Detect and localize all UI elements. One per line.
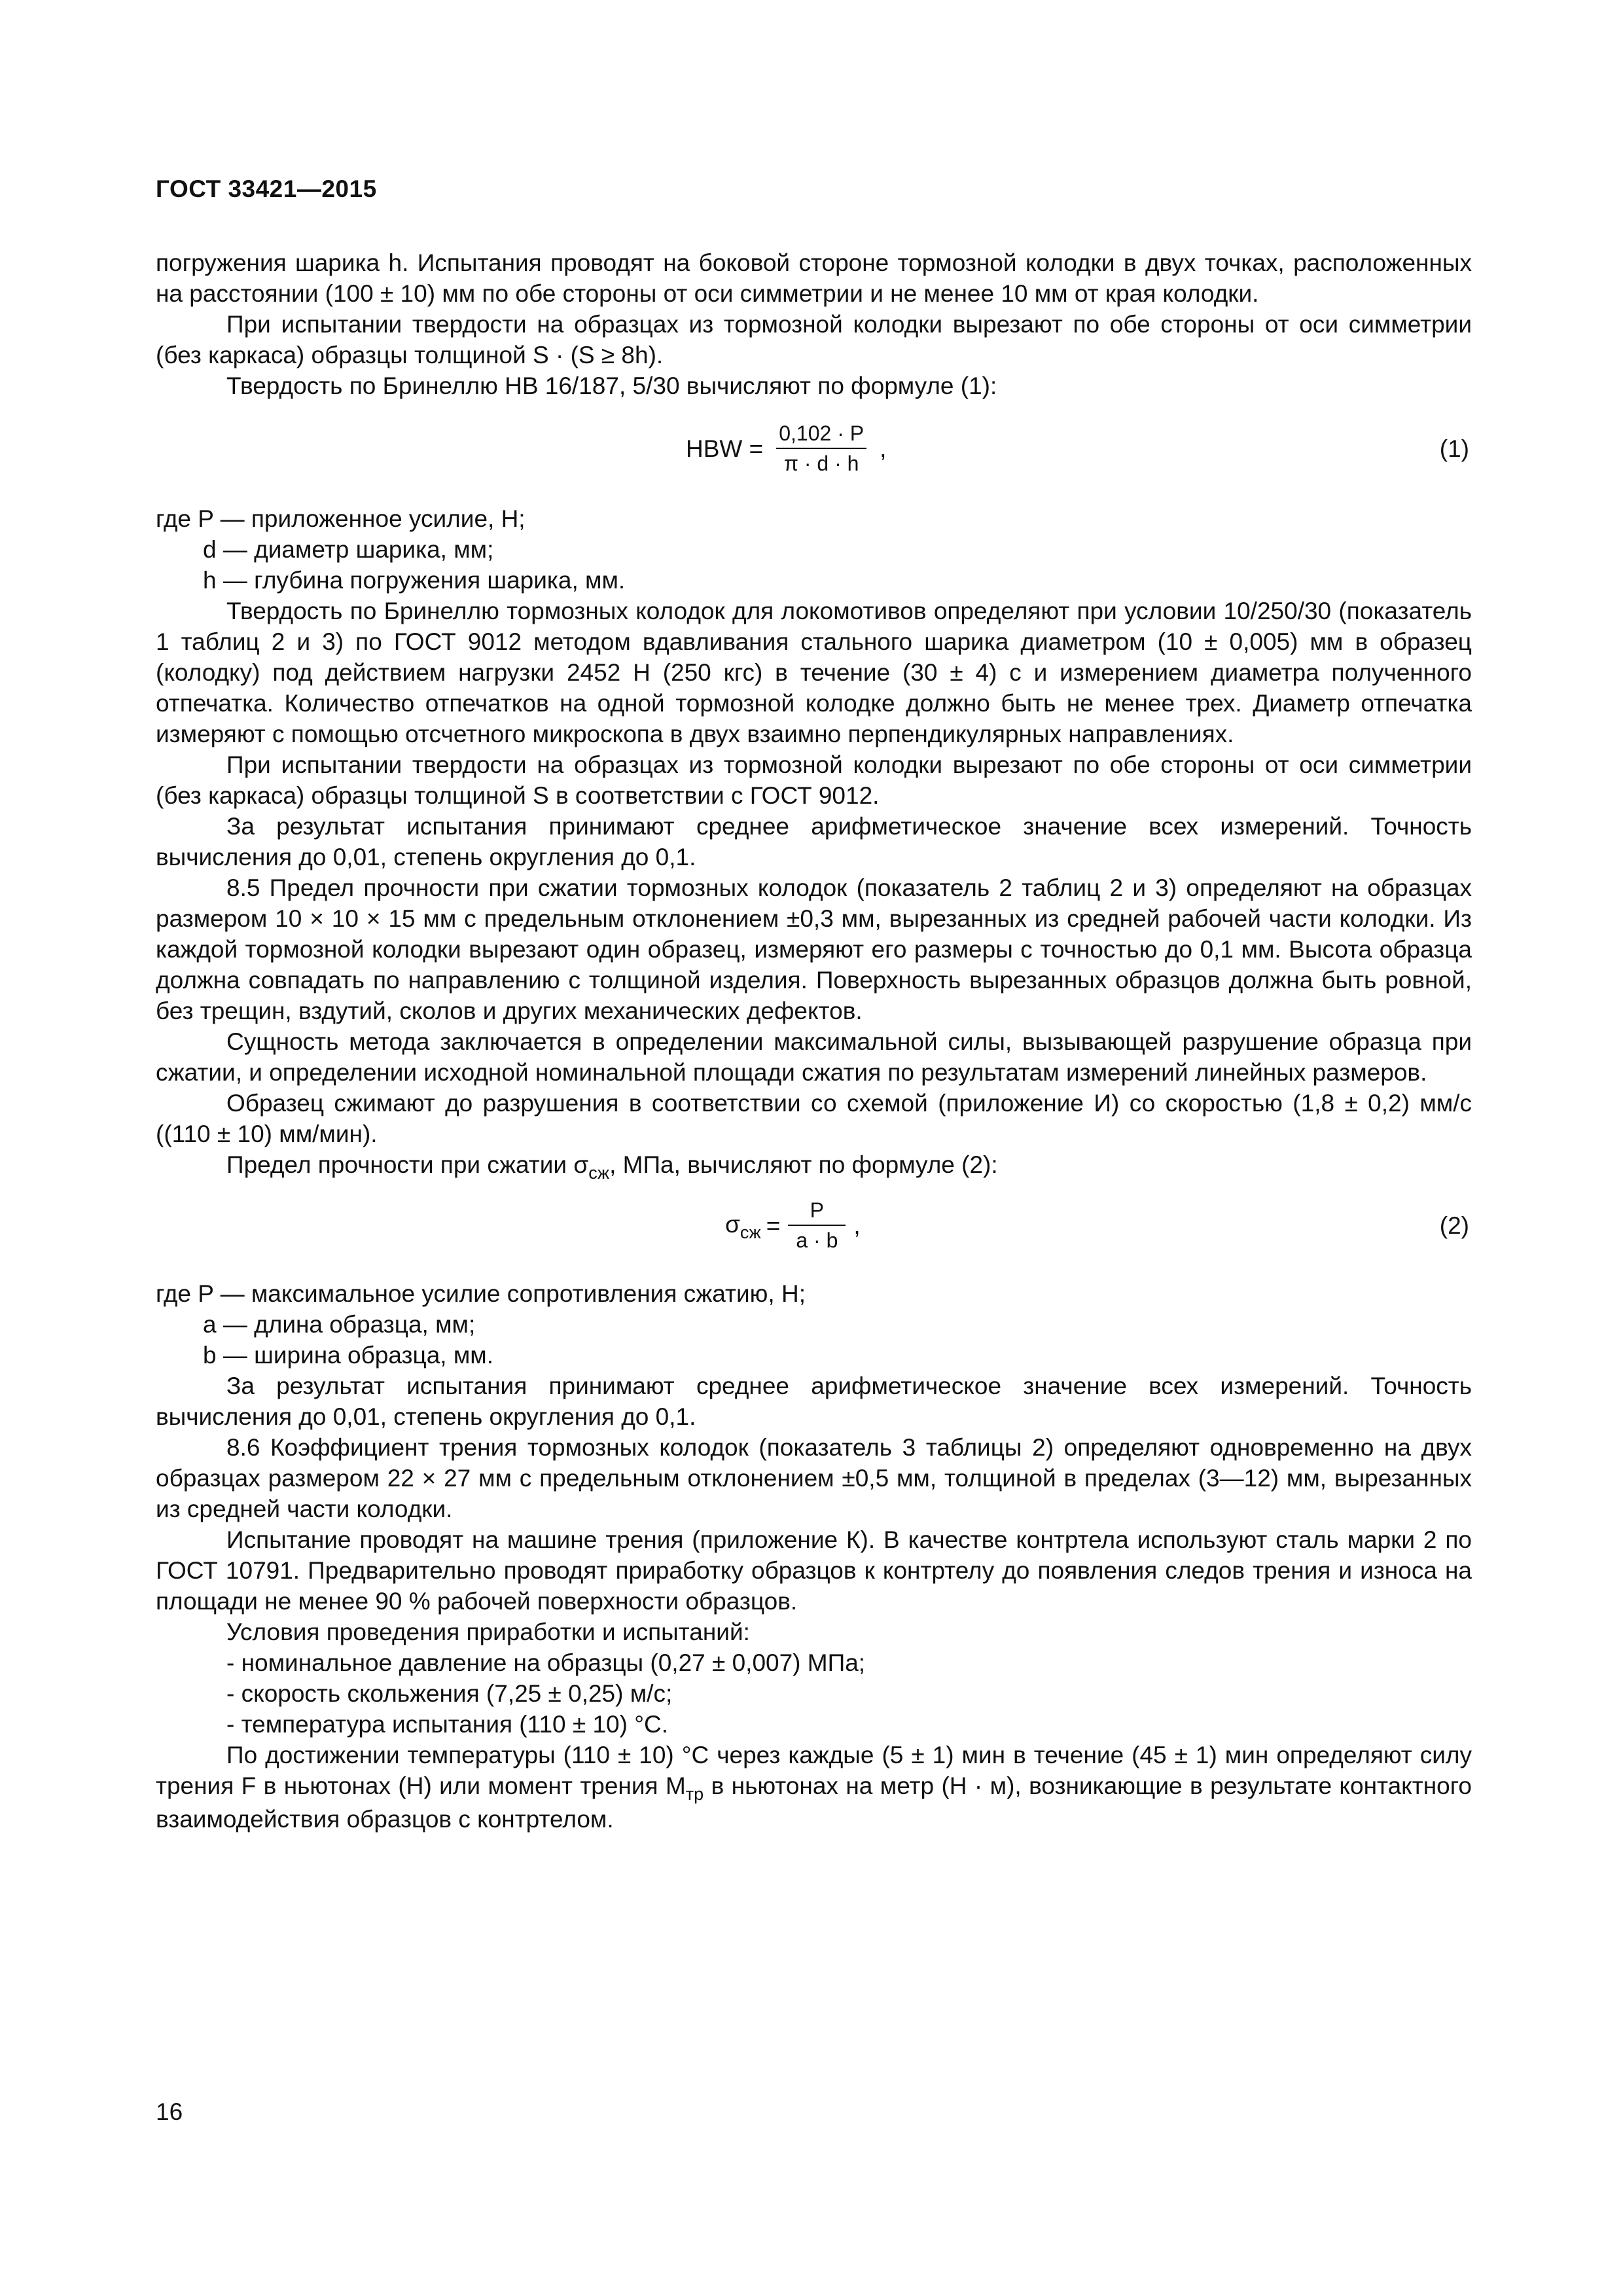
where-item [156, 503, 1472, 534]
formula-2-fraction [788, 1198, 846, 1253]
paragraph: Твердость по Бринеллю тормозных колодок для локомотивов определяют при условии 10/250/30 (показатель 1 таблиц 2 и 3) по ГОСТ 9012 методом вдавливания стального шарика диаметром (10 ± 0,005) мм в образец (колодку) под действием нагрузки 2452 Н (250 кгс) в течение (30 ± 4) с и измерением диаметра полученного отпечатка. Количество отпечатков на одной тормозной колодке должно быть не менее трех. Диаметр отпечатка измеряют с помощью отсчетного микроскопа в двух взаимно перпендикулярных направлениях. [156, 598, 1472, 747]
where-item: d — диаметр шарика, мм; [203, 536, 494, 563]
formula-2-eq: = [766, 1211, 781, 1239]
formula-1-number: (1) [1439, 435, 1469, 462]
formula-2-tail: , [853, 1211, 861, 1239]
condition-item: - номинальное давление на образцы (0,27 ± 0,007) МПа; [226, 1649, 866, 1676]
paragraph: За результат испытания принимают среднее арифметическое значение всех измерений. Точность вычисления до 0,01, степень округления до 0,1. [156, 813, 1472, 870]
paragraph: Образец сжимают до разрушения в соответствии со схемой (приложение И) со скоростью (1,8 ± 0,2) мм/с ((110 ± 10) мм/мин). [156, 1090, 1472, 1147]
paragraph: Испытание проводят на машине трения (приложение К). В качестве контртела используют сталь марки 2 по ГОСТ 10791. Предварительно проводят приработку образцов к контртелу до появления следов трения и износа на площади не менее 90 % рабочей поверхности образцов. [156, 1526, 1472, 1615]
subscript: тр [685, 1784, 704, 1804]
where-item-text: P — максимальное усилие сопротивления сжатию, Н; [198, 1280, 806, 1307]
where-item [156, 1278, 1472, 1309]
formula-2-numerator: P [810, 1198, 825, 1222]
formula-1-denominator: π · d · h [776, 448, 867, 476]
where-item: a — длина образца, мм; [203, 1311, 476, 1338]
document-body [156, 247, 1472, 1835]
paragraph: За результат испытания принимают среднее арифметическое значение всех измерений. Точность вычисления до 0,01, степень округления до 0,1. [156, 1372, 1472, 1430]
formula-1-fraction [771, 421, 872, 476]
page-number: 16 [156, 2098, 183, 2125]
where-lead: где [156, 1280, 198, 1307]
paragraph: погружения шарика h. Испытания проводят на боковой стороне тормозной колодки в двух точках, расположенных на расстоянии (100 ± 10) мм по обе стороны от оси симметрии и не менее 10 мм от края колодки. [156, 249, 1472, 307]
section-8-6: 8.6 Коэффициент трения тормозных колодок (показатель 3 таблицы 2) определяют одновременно на двух образцах размером 22 × 27 мм с предельным отклонением ±0,5 мм, толщиной в пределах (3—12) мм, вырезанных из средней части колодки. [156, 1434, 1472, 1522]
paragraph [156, 1740, 1472, 1835]
text-run: Предел прочности при сжатии σ [226, 1151, 589, 1178]
paragraph: Сущность метода заключается в определении максимальной силы, вызывающей разрушение образца при сжатии, и определении исходной номинальной площади сжатия по результатам измерений линейных размеров. [156, 1028, 1472, 1086]
formula-1-lhs: HBW = [686, 435, 764, 462]
where-lead: где [156, 505, 198, 532]
formula-2 [156, 1187, 1472, 1264]
paragraph: При испытании твердости на образцах из тормозной колодки вырезают по обе стороны от оси симметрии (без каркаса) образцы толщиной S в соответствии с ГОСТ 9012. [156, 751, 1472, 809]
formula-2-denominator: a · b [788, 1225, 846, 1253]
condition-item: - скорость скольжения (7,25 ± 0,25) м/с; [226, 1680, 673, 1707]
paragraph: Условия проведения приработки и испытаний: [226, 1619, 750, 1645]
condition-item: - температура испытания (110 ± 10) °С. [226, 1711, 669, 1738]
section-8-5: 8.5 Предел прочности при сжатии тормозных колодок (показатель 2 таблиц 2 и 3) определяют на образцах размером 10 × 10 × 15 мм с предельным отклонением ±0,3 мм, вырезанных из средней рабочей части колодки. Из каждой тормозной колодки вырезают один образец, измеряют его размеры с точностью до 0,1 мм. Высота образца должна совпадать по направлению с толщиной изделия. Поверхность вырезанных образцов должна быть ровной, без трещин, вздутий, сколов и других механических дефектов. [156, 874, 1472, 1024]
where-item: h — глубина погружения шарика, мм. [203, 567, 626, 594]
paragraph: При испытании твердости на образцах из тормозной колодки вырезают по обе стороны от оси симметрии (без каркаса) образцы толщиной S · (S ≥ 8h). [156, 311, 1472, 368]
formula-2-lhs: $\sigma_{сж}$ [725, 1210, 761, 1242]
document-header: ГОСТ 33421—2015 [156, 175, 377, 202]
formula-1-numerator: 0,102 · P [779, 422, 865, 445]
text-run: в ньютонах на метр (Н · м), возникающие в результате контактного взаимодействия образцов с контртелом. [156, 1772, 1472, 1833]
formula-1 [156, 408, 1472, 489]
text-run: , МПа, вычисляют по формуле (2): [609, 1151, 998, 1178]
text-run: По достижении температуры (110 ± 10) °С через каждые (5 ± 1) мин в течение (45 ± 1) мин определяют силу трения F в ньютонах (Н) или момент трения M [156, 1742, 1472, 1799]
formula-2-number: (2) [1439, 1211, 1469, 1239]
where-item: b — ширина образца, мм. [203, 1342, 493, 1369]
formula-1-tail: , [880, 435, 887, 462]
where-item-text: P — приложенное усилие, Н; [198, 505, 526, 532]
paragraph [156, 1149, 1472, 1183]
paragraph: Твердость по Бринеллю НВ 16/187, 5/30 вычисляют по формуле (1): [226, 372, 997, 399]
subscript: сж [588, 1163, 610, 1183]
